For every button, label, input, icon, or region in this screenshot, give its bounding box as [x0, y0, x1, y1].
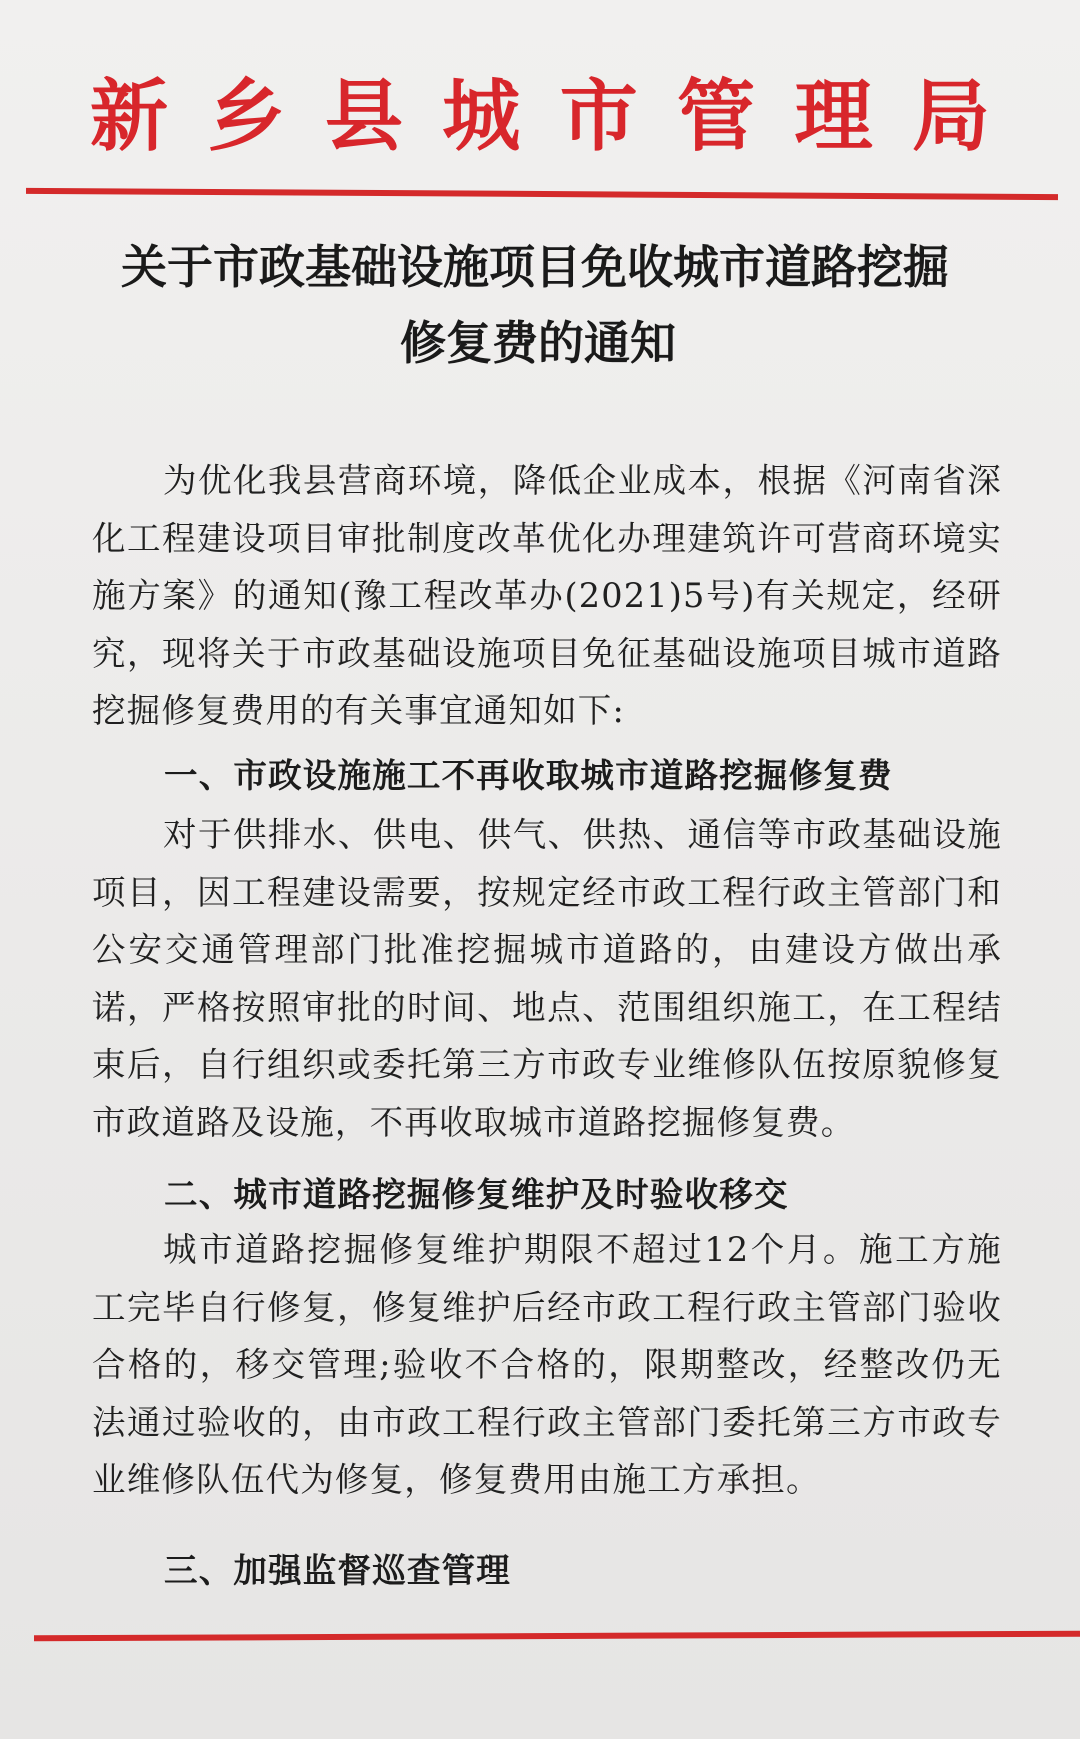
document-title-line-1: 关于市政基础设施项目免收城市道路挖掘 — [121, 240, 949, 294]
section-3-heading: 三、加强监督巡查管理 — [164, 1551, 511, 1590]
header-char: 局 — [911, 71, 990, 162]
document-title-line-2: 修复费的通知 — [400, 316, 676, 370]
section-1-heading: 一、市政设施施工不再收取城市道路挖掘修复费 — [164, 756, 893, 795]
header-char: 管 — [677, 71, 756, 162]
header-char: 市 — [559, 71, 638, 162]
header-char: 县 — [324, 71, 403, 162]
header-char: 乡 — [207, 71, 286, 162]
section-2-heading: 二、城市道路挖掘修复维护及时验收移交 — [164, 1175, 789, 1214]
header-char: 理 — [794, 71, 873, 162]
footer-red-divider — [34, 1631, 1080, 1642]
section-2-body: 城市道路挖掘修复维护期限不超过12个月。施工方施工完毕自行修复，修复维护后经市政工程行政主管部门验收合格的，移交管理;验收不合格的，限期整改，经整改仍无法通过验收的，由市政工程行政主管部门委托第三方市政专业维修队伍代为修复，修复费用由施工方承担。 — [92, 1230, 1002, 1499]
header-char: 城 — [442, 71, 521, 162]
section-1-body: 对于供排水、供电、供气、供热、通信等市政基础设施项目，因工程建设需要，按规定经市政工程行政主管部门和公安交通管理部门批准挖掘城市道路的，由建设方做出承诺，严格按照审批的时间、地点、范围组织施工，在工程结束后，自行组织或委托第三方市政专业维修队伍按原貌修复市政道路及设施，不再收取城市道路挖掘修复费。 — [92, 815, 1002, 1142]
issuing-authority-header — [90, 71, 990, 162]
intro-paragraph: 为优化我县营商环境，降低企业成本，根据《河南省深化工程建设项目审批制度改革优化办理建筑许可营商环境实施方案》的通知(豫工程改革办(2021)5号)有关规定，经研究，现将关于市政基础设施项目免征基础设施项目城市道路挖掘修复费用的有关事宜通知如下: — [92, 461, 1002, 730]
header-char: 新 — [90, 71, 169, 162]
header-red-divider — [26, 188, 1058, 200]
